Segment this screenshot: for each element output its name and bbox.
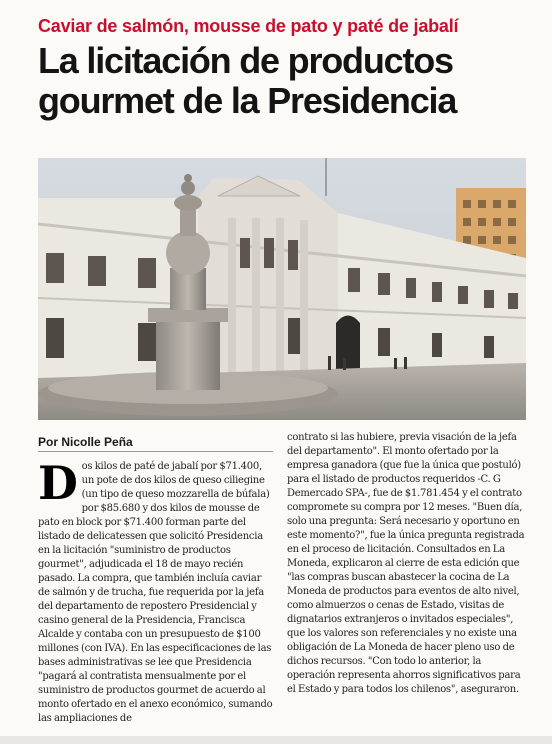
column-1-text: os kilos de paté de jabalí por $71.400, un pote de dos kilos de queso ciliegine (un tipo de queso mozzarella de búfala) por $85.680 y dos kilos de mousse de pato en block por $71.400 forman parte del listado de delicatessen que solicitó Presidencia en la licitación "suministro de productos gourmet", adjudicada el 18 de mayo recién pasado. La compra, que también incluía caviar de salmón y de trucha, fue requerida por la jefa del departamento de repostero Presidencial y casino general de la Presidencia, Francisca Alcalde y contaba con un presupuesto de $100 millones (con IVA). En las especificaciones de las bases administrativas se lee que Presidencia "pagará al contratista mensualmente por el suministro de productos gourmet de acuerdo al monto ofertado en el anexo económico, sumando las ampliaciones de bbox=[38, 461, 273, 724]
article-column-2 bbox=[287, 431, 527, 697]
article-byline: Por Nicolle Peña bbox=[38, 435, 133, 449]
byline-rule bbox=[38, 451, 273, 452]
article-headline: La licitación de productos gourmet de la Presidencia bbox=[38, 40, 457, 121]
page-bottom-band bbox=[0, 736, 552, 744]
drop-cap: D bbox=[38, 456, 78, 510]
la-moneda-photo bbox=[38, 158, 526, 420]
article-kicker: Caviar de salmón, mousse de pato y paté de jabalí bbox=[38, 16, 459, 36]
article-column-1 bbox=[38, 456, 274, 726]
column-2-text: contrato si las hubiere, previa visación de la jefa del departamento". El monto ofertado por la empresa ganadora (que fue la única que postuló) para el listado de productos requeridos -C. G Demercado SPA-, fue de $1.781.454 y el contrato compromete su compra por 12 meses. "Buen día, solo una pregunta: Será necesario y oportuno en este momento?", fue la única pregunta registrada en el proceso de licitación. Consultados en La Moneda, explicaron al cierre de esta edición que "las compras buscan abastecer la cocina de La Moneda de productos para eventos de alto nivel, como almuerzos o cenas de Estado, visitas de dignatarios extranjeros o invitados especiales", que los valores son referenciales y no existe una obligación de La Moneda de hacer pleno uso de dichos recursos. "Con todo lo anterior, la operación representa ahorros significativos para el Estado y para todos los chilenos", aseguraron. bbox=[287, 432, 525, 695]
